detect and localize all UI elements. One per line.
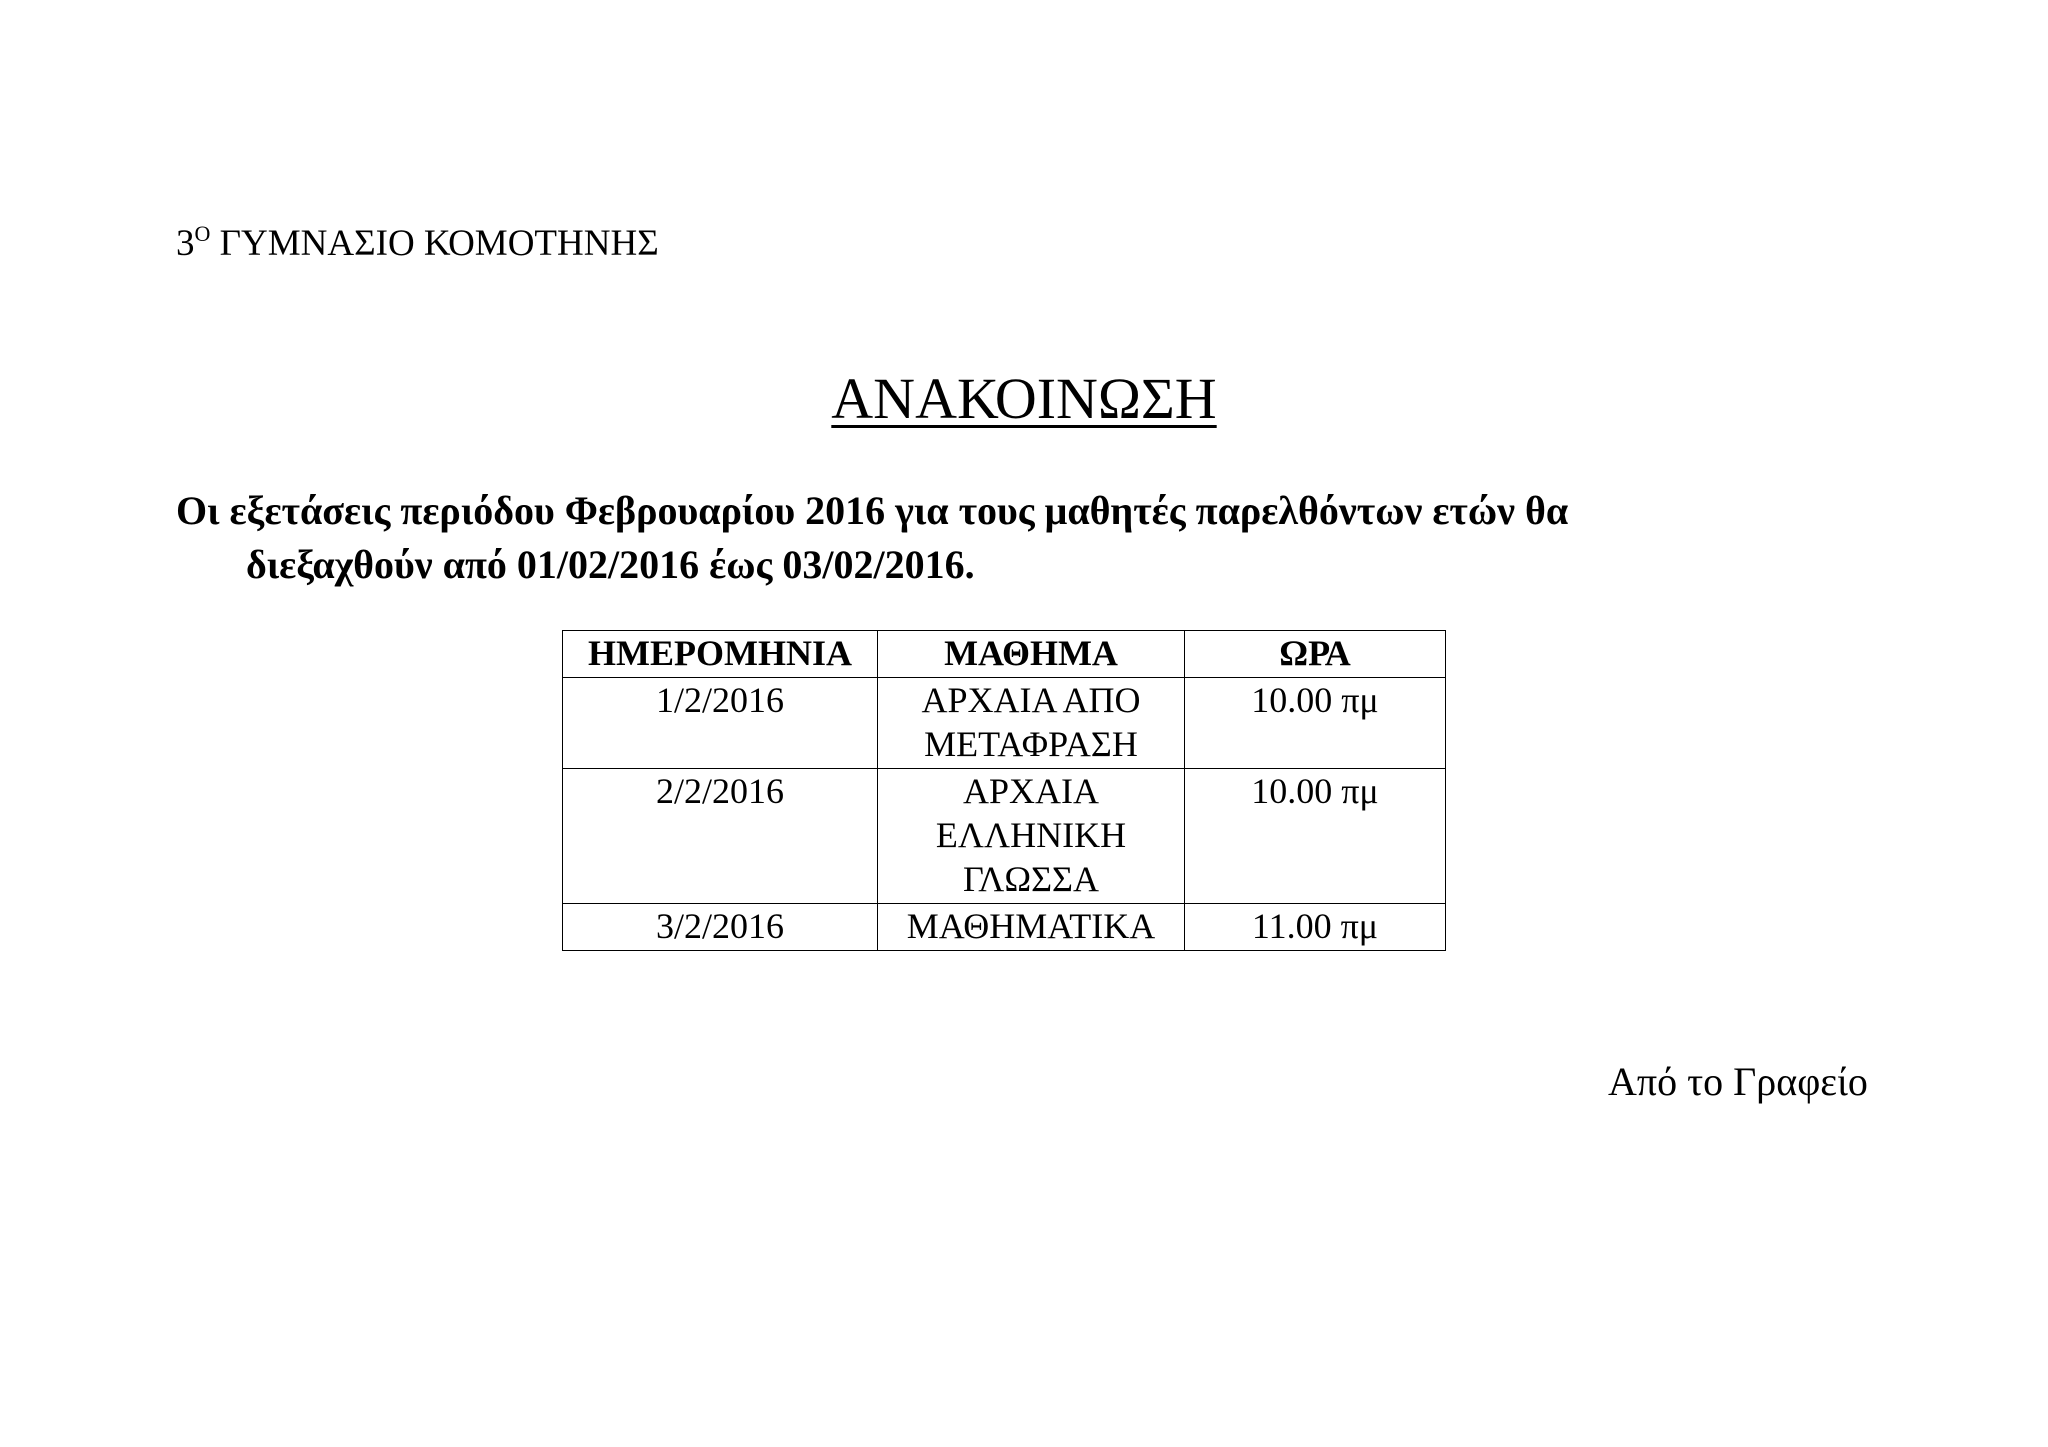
table-row	[563, 769, 1446, 904]
subject-line: ΑΡΧΑΙΑ ΑΠΟ	[921, 680, 1141, 720]
subject-line: ΕΛΛΗΝΙΚΗ	[935, 815, 1127, 855]
cell-subject	[878, 678, 1185, 769]
subject-line: ΜΑΘΗΜΑΤΙΚΑ	[906, 906, 1156, 946]
cell-date: 3/2/2016	[563, 904, 878, 951]
school-number: 3	[176, 223, 195, 264]
table-row	[563, 678, 1446, 769]
school-name-text: ΓΥΜΝΑΣΙΟ ΚΟΜΟΤΗΝΗΣ	[219, 223, 659, 264]
table-row	[563, 904, 1446, 951]
cell-subject	[878, 904, 1185, 951]
page-title: ΑΝΑΚΟΙΝΩΣΗ	[831, 366, 1217, 431]
header-date: ΗΜΕΡΟΜΗΝΙΑ	[563, 631, 878, 678]
cell-date: 1/2/2016	[563, 678, 878, 769]
subject-line: ΑΡΧΑΙΑ	[962, 771, 1099, 811]
cell-time: 11.00 πμ	[1185, 904, 1446, 951]
announcement-text	[176, 484, 1916, 592]
header-time: ΩΡΑ	[1185, 631, 1446, 678]
school-number-superscript: Ο	[194, 221, 211, 246]
cell-subject	[878, 769, 1185, 904]
announcement-line-2: διεξαχθούν από 01/02/2016 έως 03/02/2016.	[246, 542, 975, 587]
cell-date: 2/2/2016	[563, 769, 878, 904]
cell-time: 10.00 πμ	[1185, 769, 1446, 904]
exam-schedule-table	[562, 630, 1446, 951]
cell-time: 10.00 πμ	[1185, 678, 1446, 769]
header-subject: ΜΑΘΗΜΑ	[878, 631, 1185, 678]
signature: Από το Γραφείο	[1608, 1059, 1868, 1104]
announcement-line-1: Οι εξετάσεις περιόδου Φεβρουαρίου 2016 για τους μαθητές παρελθόντων ετών θα	[176, 488, 1569, 533]
table-header-row	[563, 631, 1446, 678]
subject-line: ΓΛΩΣΣΑ	[962, 859, 1099, 899]
subject-line: ΜΕΤΑΦΡΑΣΗ	[924, 724, 1138, 764]
school-name	[176, 222, 659, 270]
